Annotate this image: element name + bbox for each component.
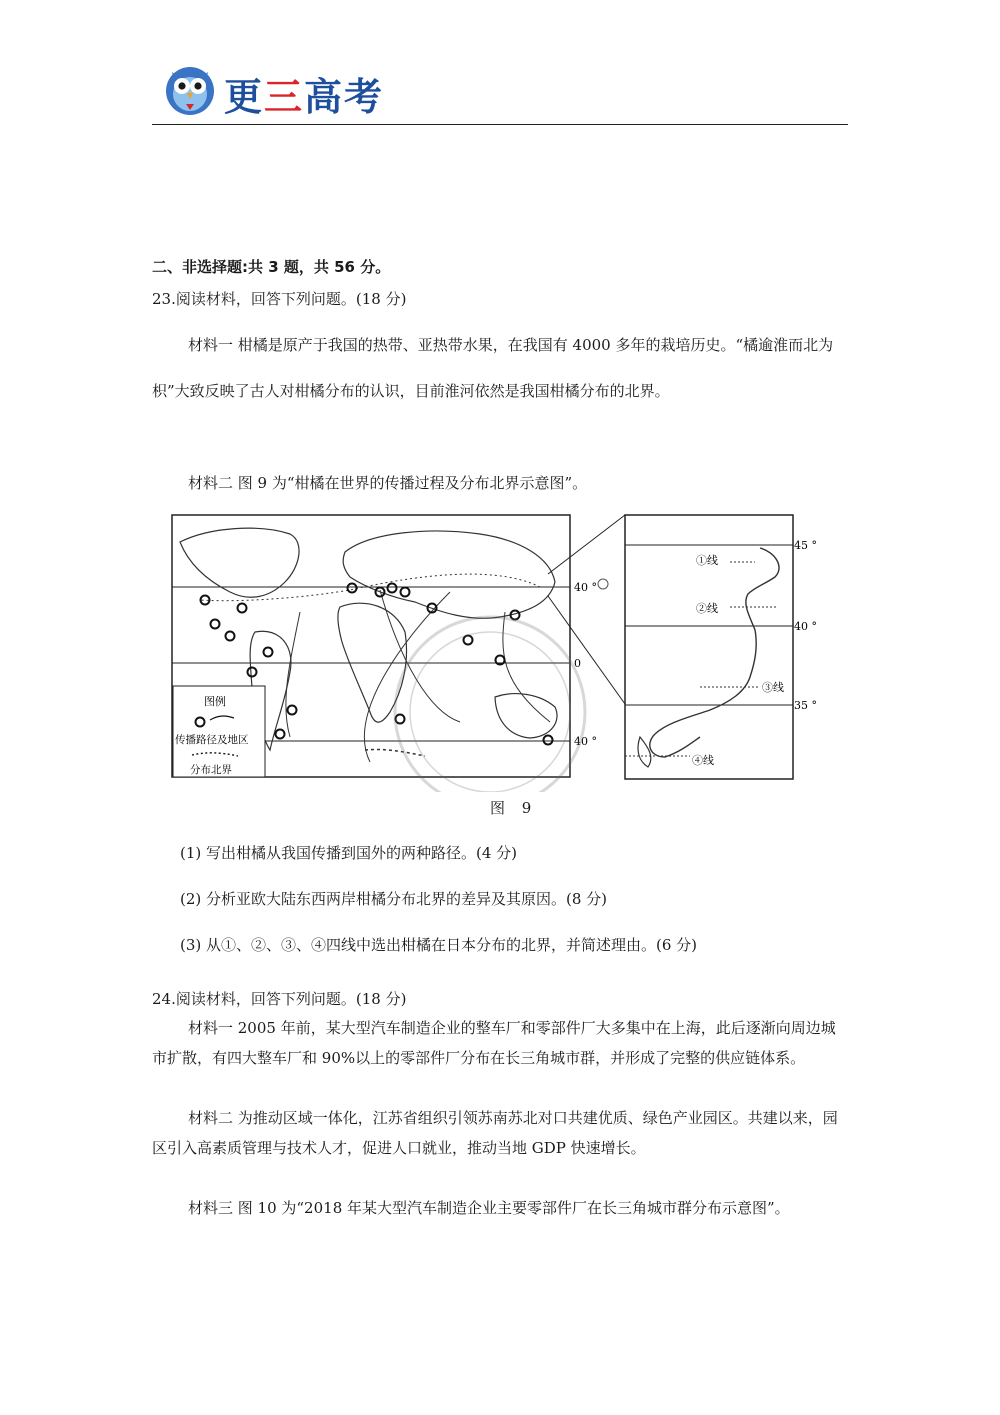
section-title: 二、非选择题:共 3 题，共 56 分。 <box>152 258 391 276</box>
owl-logo-icon <box>164 64 216 116</box>
q24-material1: 材料一 2005 年前，某大型汽车制造企业的整车厂和零部件厂大多集中在上海，此后逐渐向周边城市扩散，有四大整车厂和 90%以上的零部件厂分布在长三角城市群，并形成了完整的供应链体系。 <box>152 1019 836 1067</box>
q23-stem: 23.阅读材料，回答下列问题。(18 分) <box>152 290 407 308</box>
japan-lat-label-35: 35 ° <box>794 699 817 712</box>
japan-lat-label-40: 40 ° <box>794 620 817 633</box>
japan-lat-label-45: 45 ° <box>794 539 817 552</box>
page-header <box>152 60 848 125</box>
q24-stem: 24.阅读材料，回答下列问题。(18 分) <box>152 990 407 1008</box>
world-lat-label-40s: 40 ° <box>574 735 597 748</box>
q23-material2: 材料二 图 9 为“柑橘在世界的传播过程及分布北界示意图”。 <box>188 474 588 492</box>
legend-route-label: 传播路径及地区 <box>175 734 249 746</box>
world-lat-label-0: 0 <box>574 657 581 670</box>
legend-boundary-label: 分布北界 <box>190 764 232 776</box>
q24-material2: 材料二 为推动区域一体化，江苏省组织引领苏南苏北对口共建优质、绿色产业园区。共建以来，园区引入高素质管理与技术人才，促进人口就业，推动当地 GDP 快速增长。 <box>152 1109 838 1157</box>
q23-material1: 材料一 柑橘是原产于我国的热带、亚热带水果，在我国有 4000 多年的栽培历史。“橘逾淮而北为枳”大致反映了古人对柑橘分布的认识，目前淮河依然是我国柑橘分布的北界。 <box>152 336 834 400</box>
q23-sub1: (1) 写出柑橘从我国传播到国外的两种路径。(4 分) <box>180 844 518 862</box>
figure-9-map <box>170 512 820 792</box>
legend-title: 图例 <box>204 695 226 708</box>
japan-line-2-label: ②线 <box>696 602 718 615</box>
japan-line-4-label: ④线 <box>692 754 714 767</box>
japan-line-3-label: ③线 <box>762 681 784 694</box>
q23-sub2: (2) 分析亚欧大陆东西两岸柑橘分布北界的差异及其原因。(8 分) <box>180 890 608 908</box>
world-lat-label-40n: 40 ° <box>574 581 597 594</box>
figure-9-caption: 图 9 <box>490 799 538 817</box>
degree-circle-icon <box>598 579 608 589</box>
brand-name: 更三高考 <box>224 75 385 119</box>
japan-line-1-label: ①线 <box>696 554 718 567</box>
q23-sub3: (3) 从①、②、③、④四线中选出柑橘在日本分布的北界，并简述理由。(6 分) <box>180 936 698 954</box>
q24-material3: 材料三 图 10 为“2018 年某大型汽车制造企业主要零部件厂在长三角城市群分布示意图”。 <box>188 1199 790 1217</box>
